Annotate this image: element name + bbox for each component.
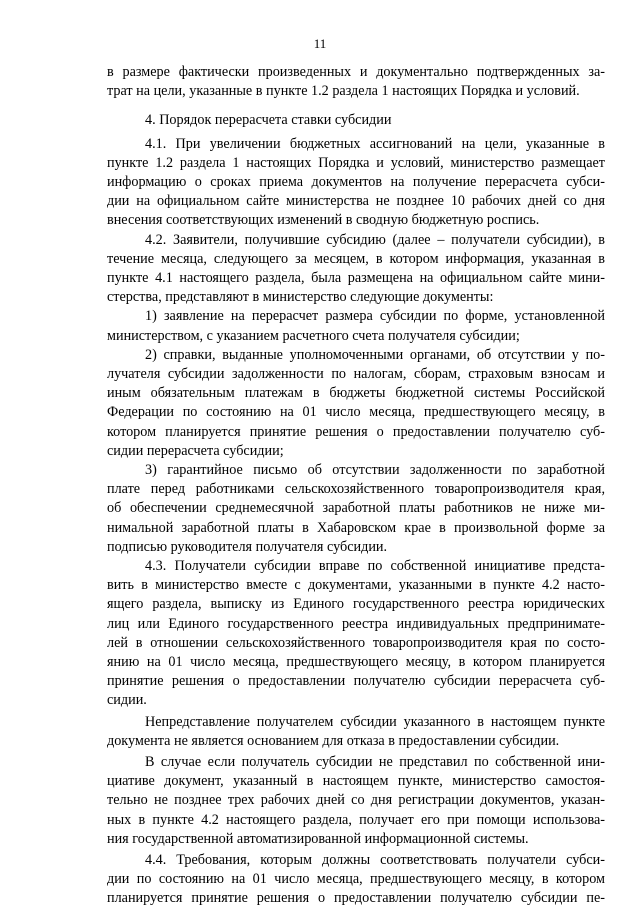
text-line: вить в министерство вместе с документами, указанными в пункте 4.2 насто- (107, 577, 605, 594)
text-line: котором планируется принятие решения о предоставлении получателю суб- (107, 423, 605, 440)
text-line: об обеспечении среднемесячной заработной платы работников не ниже ми- (107, 500, 605, 517)
text-line: иным обязательным платежам в бюджеты бюджетной системы Российской (107, 385, 605, 402)
text-line: 1) заявление на перерасчет размера субсидии по форме, установленной (145, 308, 605, 325)
text-line: нимальной заработной платы в Хабаровском крае в произвольной форме за (107, 519, 605, 536)
text-line: 4.1. При увеличении бюджетных ассигнований на цели, указанные в (145, 135, 605, 152)
text-line: дии по состоянию на 01 число месяца, предшествующего месяцу, в котором (107, 871, 605, 888)
text-line: принятие решения о предоставлении получателю субсидии перерасчета суб- (107, 673, 605, 690)
text-line: ящего раздела, выписку из Единого государственного реестра юридических (107, 596, 605, 613)
text-line: Федерации по состоянию на 01 число месяца, предшествующего месяцу, в (107, 404, 605, 421)
text-line: информацию о сроках приема документов на получение перерасчета субси- (107, 174, 605, 190)
text-line: документа не является основанием для отказа в предоставлении субсидии. (107, 732, 560, 749)
text-line: циативе документ, указанный в настоящем пункте, министерство самостоя- (107, 773, 605, 790)
text-line: пункте 1.2 раздела 1 настоящих Порядка и условий, министерство размещает (107, 154, 605, 171)
text-line: лей в отношении сельскохозяйственного товаропроизводителя края по состо- (107, 634, 605, 651)
text-line: трат на цели, указанные в пункте 1.2 раздела 1 настоящих Порядка и условий. (107, 83, 580, 100)
text-line: сидии перерасчета субсидии; (107, 442, 284, 459)
text-line: в размере фактически произведенных и документально подтвержденных за- (107, 64, 605, 80)
text-line: лучателя субсидии задолженности по налогам, сборам, страховым взносам и (107, 366, 605, 382)
text-line: лиц или Единого государственного реестра индивидуальных предпринимате- (107, 615, 605, 632)
text-line: ния государственной автоматизированной информационной системы. (107, 830, 529, 847)
text-line: дии на официальном сайте министерства не позднее 10 рабочих дней со дня (107, 193, 605, 210)
text-line: планируется принятие решения о предоставлении получателю субсидии пе- (107, 890, 605, 907)
text-line: течение месяца, следующего за месяцем, в котором информация, указанная в (107, 250, 605, 267)
text-line: тельно не позднее трех рабочих дней со дня регистрации документов, указан- (107, 792, 605, 809)
text-line: сидии. (107, 692, 147, 709)
text-line: плате перед работниками сельскохозяйственного товаропроизводителя края, (107, 481, 605, 498)
text-line: стерства, представляют в министерство следующие документы: (107, 289, 494, 306)
text-line: подписью руководителя получателя субсидии. (107, 538, 388, 555)
text-line: Непредставление получателем субсидии указанного в настоящем пункте (145, 713, 605, 730)
text-line: 4.2. Заявители, получившие субсидию (далее – получатели субсидии), в (145, 231, 605, 248)
text-line: 4.4. Требования, которым должны соответствовать получатели субси- (145, 852, 605, 868)
text-line: внесения соответствующих изменений в сводную бюджетную роспись. (107, 212, 540, 229)
section-heading: 4. Порядок перерасчета ставки субсидии (145, 112, 392, 129)
text-line: министерством, с указанием расчетного счета получателя субсидии; (107, 327, 520, 344)
text-line: В случае если получатель субсидии не представил по собственной ини- (145, 754, 605, 770)
page-number: 11 (313, 36, 327, 51)
text-line: 3) гарантийное письмо об отсутствии задолженности по заработной (145, 462, 605, 478)
text-line: 2) справки, выданные уполномоченными органами, об отсутствии у по- (145, 346, 605, 363)
text-line: 4.3. Получатели субсидии вправе по собственной инициативе предста- (145, 558, 605, 574)
text-line: янию на 01 число месяца, предшествующего месяцу, в котором планируется (107, 654, 605, 670)
text-line: ных в пункте 4.2 настоящего раздела, получает его при помощи использова- (107, 811, 605, 828)
text-line: пункте 4.1 настоящего раздела, была размещена на официальном сайте мини- (107, 270, 605, 286)
